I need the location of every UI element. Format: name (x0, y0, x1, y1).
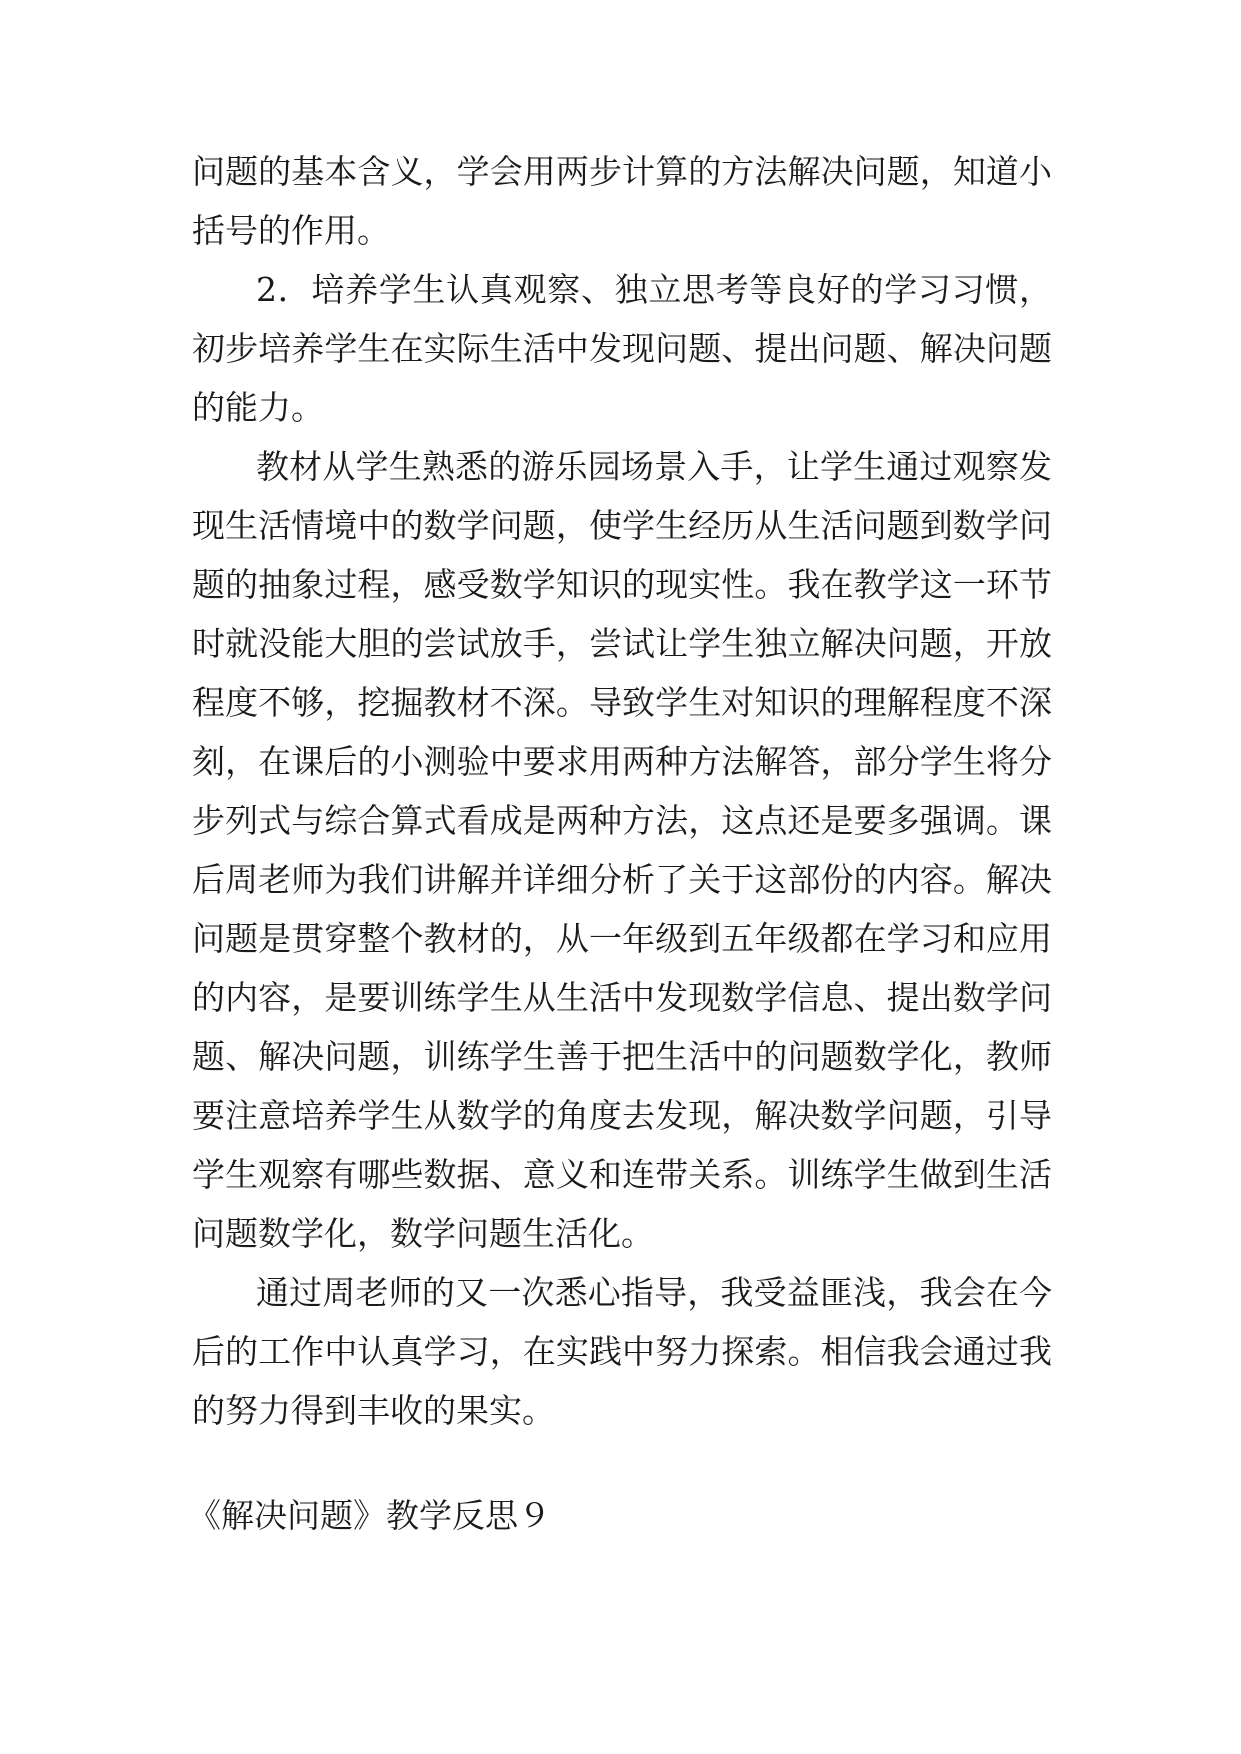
text-line: 题的抽象过程，感受数学知识的现实性。我在教学这一环节 (192, 565, 1052, 604)
text-line: 学生观察有哪些数据、意义和连带关系。训练学生做到生活 (192, 1155, 1052, 1194)
text-line: 问题是贯穿整个教材的，从一年级到五年级都在学习和应用 (192, 919, 1052, 958)
text-line: 要注意培养学生从数学的角度去发现，解决数学问题，引导 (192, 1096, 1052, 1135)
text-line: 题、解决问题，训练学生善于把生活中的问题数学化，教师 (192, 1037, 1052, 1076)
text-line: 刻，在课后的小测验中要求用两种方法解答，部分学生将分 (192, 742, 1052, 781)
section-heading: 《解决问题》教学反思９ (188, 1496, 551, 1535)
text-line: 教材从学生熟悉的游乐园场景入手，让学生通过观察发 (256, 447, 1052, 486)
text-line: 的努力得到丰收的果实。 (192, 1391, 555, 1430)
text-line: 时就没能大胆的尝试放手，尝试让学生独立解决问题，开放 (192, 624, 1052, 663)
text-line: 现生活情境中的数学问题，使学生经历从生活问题到数学问 (192, 506, 1052, 545)
text-line: 后周老师为我们讲解并详细分析了关于这部份的内容。解决 (192, 860, 1052, 899)
text-line: 问题的基本含义，学会用两步计算的方法解决问题，知道小 (192, 152, 1052, 191)
text-line: 步列式与综合算式看成是两种方法，这点还是要多强调。课 (192, 801, 1052, 840)
text-line: 后的工作中认真学习，在实践中努力探索。相信我会通过我 (192, 1332, 1052, 1371)
text-line: 2．培养学生认真观察、独立思考等良好的学习习惯， (256, 270, 1052, 309)
text-line: 初步培养学生在实际生活中发现问题、提出问题、解决问题 (192, 329, 1052, 368)
text-line: 问题数学化，数学问题生活化。 (192, 1214, 654, 1253)
text-line: 的能力。 (192, 388, 324, 427)
text-line: 程度不够，挖掘教材不深。导致学生对知识的理解程度不深 (192, 683, 1052, 722)
text-line: 的内容，是要训练学生从生活中发现数学信息、提出数学问 (192, 978, 1052, 1017)
text-line: 通过周老师的又一次悉心指导，我受益匪浅，我会在今 (256, 1273, 1052, 1312)
text-line: 括号的作用。 (192, 211, 390, 250)
